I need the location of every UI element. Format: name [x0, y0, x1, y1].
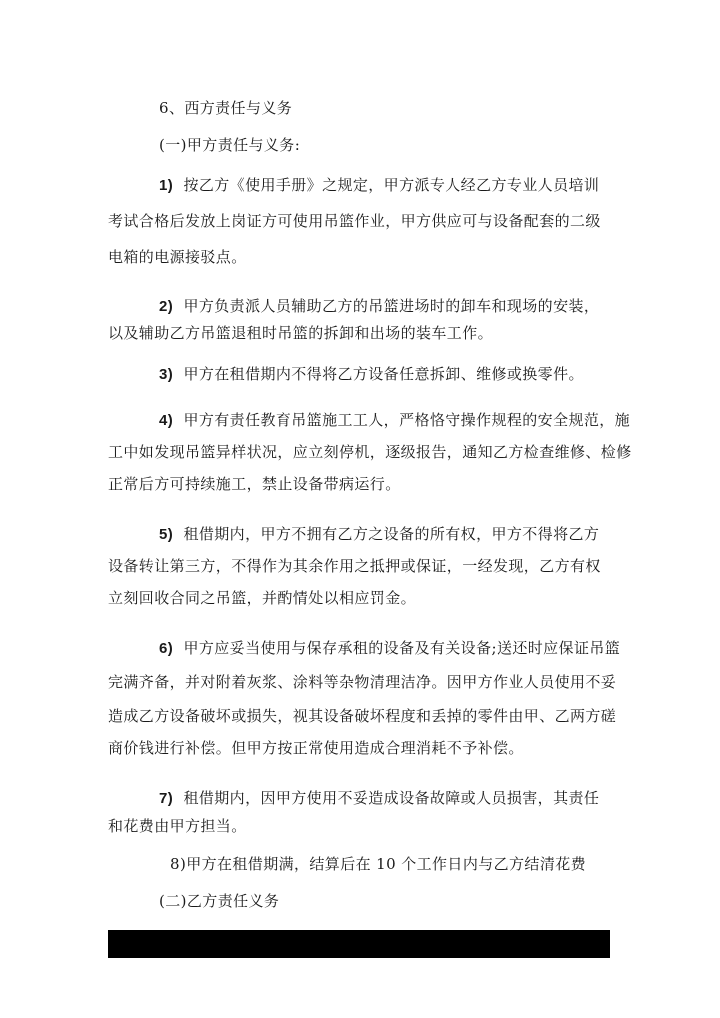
item-1-text: 按乙方《使用手册》之规定，甲方派专人经乙方专业人员培训: [183, 176, 600, 194]
item-3-first-line: [159, 364, 584, 385]
item-6-line-4: 商价钱进行补偿。但甲方按正常使用造成合理消耗不予补偿。: [108, 739, 524, 757]
item-6-number: 6): [159, 640, 174, 657]
item-4-first-line: [159, 410, 630, 431]
item-7-text: 租借期内，因甲方使用不妥造成设备故障或人员损害，其责任: [183, 789, 600, 807]
item-5-text: 租借期内，甲方不拥有乙方之设备的所有权，甲方不得将乙方: [183, 525, 600, 543]
footer-black-bar: [108, 930, 610, 958]
subsection-a-heading: (一)甲方责任与义务:: [159, 136, 301, 154]
item-5-line-2: 设备转让第三方，不得作为其余作用之抵押或保证，一经发现，乙方有权: [108, 557, 601, 575]
item-7-number: 7): [159, 790, 174, 807]
item-1-line-3: 电箱的电源接驳点。: [108, 248, 247, 266]
item-1-number: 1): [159, 177, 174, 194]
item-8-line: 8)甲方在租借期满，结算后在 10 个工作日内与乙方结清花费: [170, 855, 587, 873]
item-4-line-2: 工中如发现吊篮异样状况，应立刻停机，逐级报告，通知乙方检查维修、检修: [108, 443, 632, 461]
item-2-line-2: 以及辅助乙方吊篮退租时吊篮的拆卸和出场的装车工作。: [108, 324, 494, 342]
item-6-text: 甲方应妥当使用与保存承租的设备及有关设备;送还时应保证吊篮: [183, 639, 621, 657]
item-6-line-3: 造成乙方设备破坏或损失，视其设备破坏程度和丢掉的零件由甲、乙两方磋: [108, 707, 617, 725]
item-2-first-line: [159, 296, 599, 317]
item-6-line-2: 完满齐备，并对附着灰浆、涂料等杂物清理洁净。因甲方作业人员使用不妥: [108, 673, 617, 691]
item-1-first-line: [159, 175, 599, 196]
item-6-first-line: [159, 638, 620, 659]
item-5-line-3: 立刻回收合同之吊篮，并酌情处以相应罚金。: [108, 589, 417, 607]
item-1-line-2: 考试合格后发放上岗证方可使用吊篮作业，甲方供应可与设备配套的二级: [108, 212, 601, 230]
item-3-number: 3): [159, 366, 174, 383]
item-4-text: 甲方有责任教育吊篮施工工人，严格恪守操作规程的安全规范，施: [183, 411, 631, 429]
subsection-b-heading: (二)乙方责任义务: [159, 892, 280, 910]
item-4-line-3: 正常后方可持续施工，禁止设备带病运行。: [108, 475, 401, 493]
item-7-first-line: [159, 788, 599, 809]
item-5-first-line: [159, 524, 599, 545]
item-2-number: 2): [159, 298, 174, 315]
item-3-text: 甲方在租借期内不得将乙方设备任意拆卸、维修或换零件。: [183, 365, 584, 383]
item-7-line-2: 和花费由甲方担当。: [108, 817, 247, 835]
section-heading: 6、西方责任与义务: [159, 99, 293, 117]
item-5-number: 5): [159, 526, 174, 543]
item-2-text: 甲方负责派人员辅助乙方的吊篮进场时的卸车和现场的安装，: [183, 297, 600, 315]
item-4-number: 4): [159, 412, 174, 429]
